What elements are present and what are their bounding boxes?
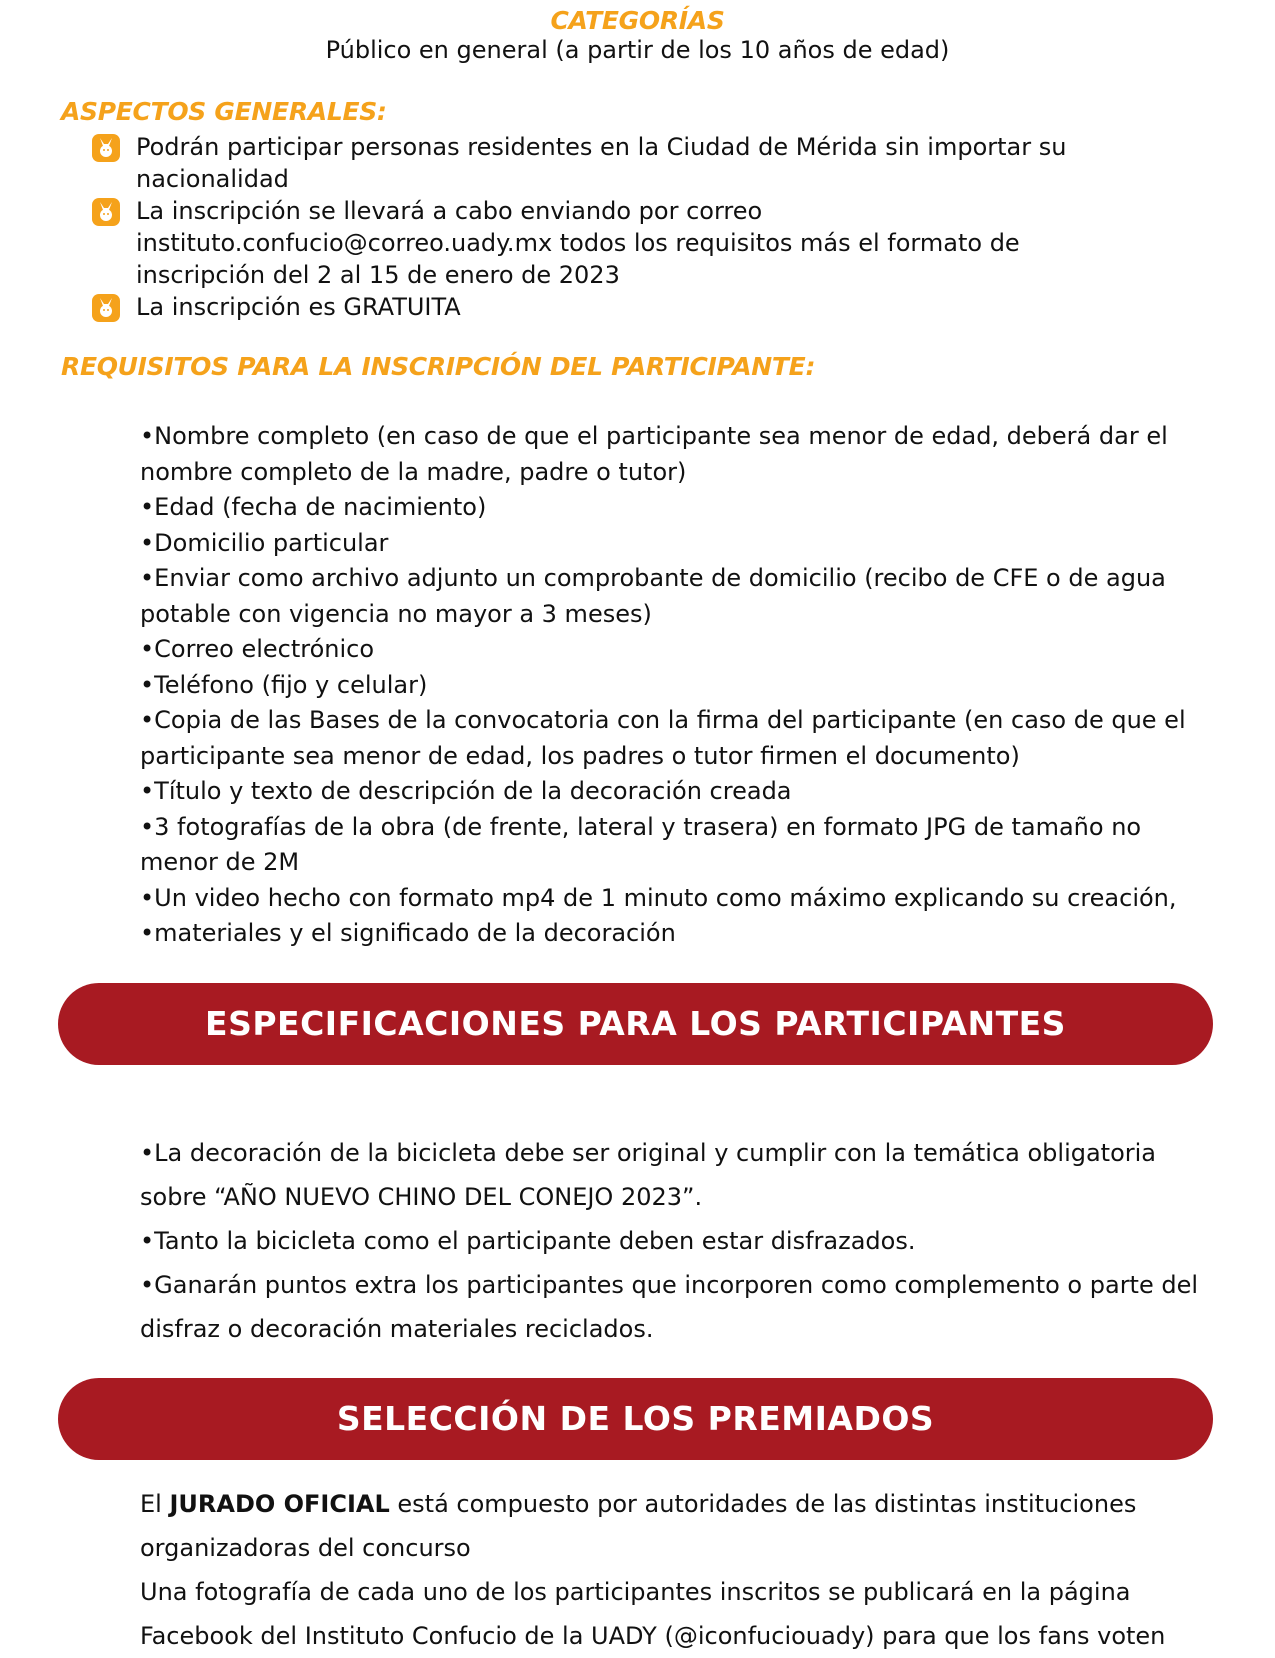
seleccion-body xyxy=(140,1482,1230,1658)
aspecto-item xyxy=(90,291,1140,323)
aspecto-text: La inscripción es GRATUITA xyxy=(136,293,461,321)
aspecto-item xyxy=(90,131,1140,195)
requisito-item: •Teléfono (fijo y celular) xyxy=(140,670,428,699)
requisito-item: •Edad (fecha de nacimiento) xyxy=(140,493,487,521)
jurado-prefix: El xyxy=(140,1490,170,1518)
aspectos-title: ASPECTOS GENERALES: xyxy=(61,97,387,126)
especificaciones-list xyxy=(140,1131,1230,1351)
requisito-item: •Un video hecho con formato mp4 de 1 minuto como máximo explicando su creación, xyxy=(140,883,1177,912)
categorias-title: CATEGORÍAS xyxy=(550,6,725,35)
rabbit-icon xyxy=(92,294,120,322)
requisito-item: •Título y texto de descripción de la decoración creada xyxy=(140,777,792,805)
requisito-item: •Domicilio particular xyxy=(140,528,389,557)
requisitos-list xyxy=(140,419,1220,952)
requisito-item: •Nombre completo (en caso de que el participante sea menor de edad, deberá dar el nombre completo de la madre, padre o tutor) xyxy=(140,422,1168,486)
aspecto-text: La inscripción se llevará a cabo enviando por correo instituto.confucio@correo.uady.mx todos los requisitos más el formato de inscripción del 2 al 15 de enero de 2023 xyxy=(136,197,1020,289)
especificacion-item: •Ganarán puntos extra los participantes que incorporen como complemento o parte del disfraz o decoración materiales reciclados. xyxy=(140,1271,1199,1343)
especificacion-item: •Tanto la bicicleta como el participante deben estar disfrazados. xyxy=(140,1227,916,1255)
aspectos-list xyxy=(90,131,1140,323)
requisito-item: •materiales y el significado de la decoración xyxy=(140,919,676,947)
seleccion-header: SELECCIÓN DE LOS PREMIADOS xyxy=(58,1378,1213,1460)
jurado-bold: JURADO OFICIAL xyxy=(169,1490,390,1518)
especificaciones-header: ESPECIFICACIONES PARA LOS PARTICIPANTES xyxy=(58,983,1213,1065)
especificacion-item: •La decoración de la bicicleta debe ser original y cumplir con la temática obligatoria sobre “AÑO NUEVO CHINO DEL CONEJO 2023”. xyxy=(140,1139,1157,1211)
jurado-rest: está compuesto por autoridades de las distintas instituciones organizadoras del concurso xyxy=(140,1490,1137,1562)
aspecto-text: Podrán participar personas residentes en la Ciudad de Mérida sin importar su nacionalidad xyxy=(136,133,1067,193)
jurado-paragraph xyxy=(140,1482,1230,1570)
aspecto-item xyxy=(90,195,1140,291)
requisito-item: •3 fotografías de la obra (de frente, lateral y trasera) en formato JPG de tamaño no menor de 2M xyxy=(140,812,1142,876)
rabbit-icon xyxy=(92,198,120,226)
fotografia-paragraph: Una fotografía de cada uno de los participantes inscritos se publicará en la página Facebook del Instituto Confucio de la UADY (@iconfuciouady) para que los fans voten xyxy=(140,1578,1166,1650)
rabbit-icon xyxy=(92,134,120,162)
requisito-item: •Correo electrónico xyxy=(140,635,375,663)
requisito-item: •Enviar como archivo adjunto un comprobante de domicilio (recibo de CFE o de agua potable con vigencia no mayor a 3 meses) xyxy=(140,564,1166,628)
categorias-text: Público en general (a partir de los 10 años de edad) xyxy=(325,36,950,64)
requisito-item: •Copia de las Bases de la convocatoria con la firma del participante (en caso de que el participante sea menor de edad, los padres o tutor firmen el documento) xyxy=(140,706,1186,770)
requisitos-title: REQUISITOS PARA LA INSCRIPCIÓN DEL PARTICIPANTE: xyxy=(61,352,816,381)
